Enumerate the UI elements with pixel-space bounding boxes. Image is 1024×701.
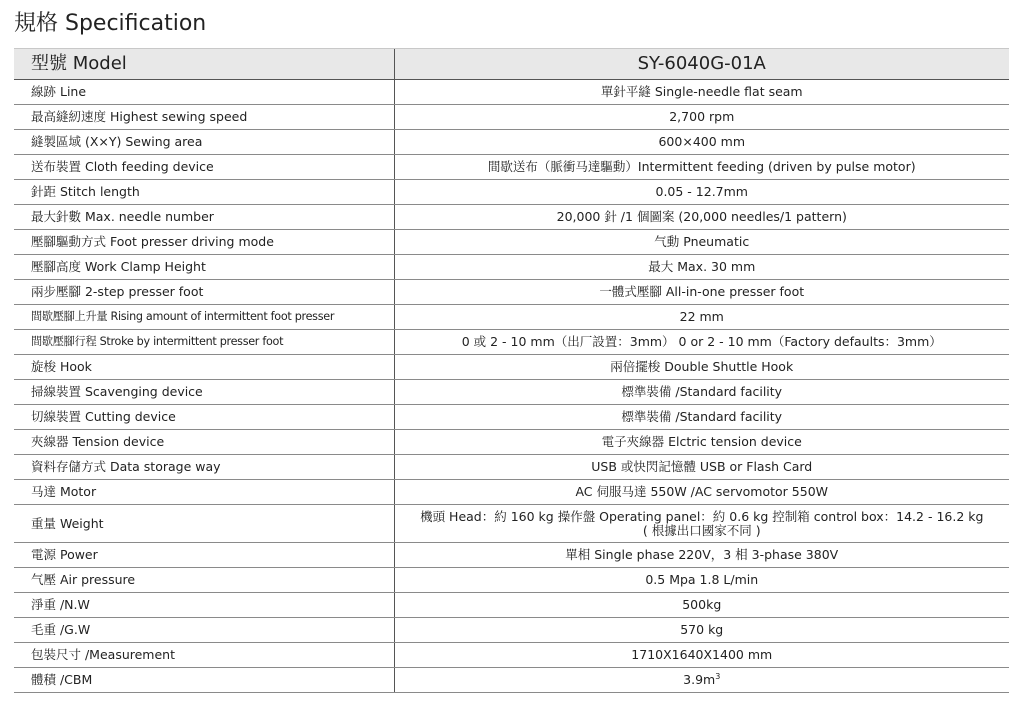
- table-row: [14, 430, 1009, 455]
- row-label: 針距 Stitch length: [14, 180, 394, 205]
- row-label: 電源 Power: [14, 543, 394, 568]
- row-value: 600×400 mm: [394, 130, 1009, 155]
- row-label: 掃線裝置 Scavenging device: [14, 380, 394, 405]
- row-label: 縫製區域 (X×Y) Sewing area: [14, 130, 394, 155]
- row-value: 气動 Pneumatic: [394, 230, 1009, 255]
- row-label: 線跡 Line: [14, 80, 394, 105]
- table-row: [14, 80, 1009, 105]
- row-value: 22 mm: [394, 305, 1009, 330]
- row-value: 兩倍擺梭 Double Shuttle Hook: [394, 355, 1009, 380]
- table-row: [14, 355, 1009, 380]
- page-title: 規格 Specification: [14, 11, 207, 36]
- row-label: 體積 /CBM: [14, 668, 394, 693]
- table-row: [14, 180, 1009, 205]
- header-label: 型號 Model: [14, 49, 394, 80]
- table-row: [14, 543, 1009, 568]
- row-value: 電子夾線器 Elctric tension device: [394, 430, 1009, 455]
- row-label: 毛重 /G.W: [14, 618, 394, 643]
- row-value: 0 或 2 - 10 mm（出厂設置：3mm） 0 or 2 - 10 mm（Factory defaults：3mm）: [394, 330, 1009, 355]
- row-label: 淨重 /N.W: [14, 593, 394, 618]
- row-value: AC 伺服马達 550W /AC servomotor 550W: [394, 480, 1009, 505]
- row-value: [394, 505, 1009, 543]
- row-value: 0.5 Mpa 1.8 L/min: [394, 568, 1009, 593]
- weight-note-line: ( 根據出口國家不同 ): [642, 522, 761, 538]
- table-row: [14, 130, 1009, 155]
- table-row: [14, 255, 1009, 280]
- row-value: [394, 668, 1009, 693]
- row-label: 資料存儲方式 Data storage way: [14, 455, 394, 480]
- row-value: 單針平縫 Single-needle flat seam: [394, 80, 1009, 105]
- row-label: 兩步壓腳 2-step presser foot: [14, 280, 394, 305]
- row-value: 0.05 - 12.7mm: [394, 180, 1009, 205]
- table-row: [14, 105, 1009, 130]
- row-value: USB 或快閃記憶體 USB or Flash Card: [394, 455, 1009, 480]
- row-value: 標準裝備 /Standard facility: [394, 380, 1009, 405]
- table-row: [14, 205, 1009, 230]
- weight-value-line: 機頭 Head：約 160 kg 操作盤 Operating panel：約 0.6 kg 控制箱 control box：14.2 - 16.2 kg: [420, 508, 984, 524]
- row-label: 最大針數 Max. needle number: [14, 205, 394, 230]
- row-value: 500kg: [394, 593, 1009, 618]
- row-label: 送布裝置 Cloth feeding device: [14, 155, 394, 180]
- row-label: 旋梭 Hook: [14, 355, 394, 380]
- table-row: [14, 618, 1009, 643]
- row-label: 夾線器 Tension device: [14, 430, 394, 455]
- row-value: 20,000 針 /1 個圖案 (20,000 needles/1 pattern): [394, 205, 1009, 230]
- row-label: 壓腳高度 Work Clamp Height: [14, 255, 394, 280]
- row-label: 气壓 Air pressure: [14, 568, 394, 593]
- table-row: [14, 668, 1009, 693]
- spec-table: [14, 48, 1009, 693]
- row-label: 間歇壓腳行程 Stroke by intermittent presser foot: [14, 330, 394, 355]
- table-row: [14, 643, 1009, 668]
- row-value: 1710X1640X1400 mm: [394, 643, 1009, 668]
- row-value: 570 kg: [394, 618, 1009, 643]
- table-header-row: [14, 49, 1009, 80]
- row-value: 最大 Max. 30 mm: [394, 255, 1009, 280]
- table-row: [14, 405, 1009, 430]
- row-value: 標準裝備 /Standard facility: [394, 405, 1009, 430]
- table-row: [14, 155, 1009, 180]
- cbm-superscript: 3: [715, 671, 721, 681]
- row-label: 重量 Weight: [14, 505, 394, 543]
- row-label: 切線裝置 Cutting device: [14, 405, 394, 430]
- table-row: [14, 480, 1009, 505]
- cbm-value: 3.9m: [683, 672, 716, 687]
- table-row: [14, 568, 1009, 593]
- row-label: 包裝尺寸 /Measurement: [14, 643, 394, 668]
- row-value: 2,700 rpm: [394, 105, 1009, 130]
- table-row: [14, 593, 1009, 618]
- row-value: 單相 Single phase 220V，3 相 3-phase 380V: [394, 543, 1009, 568]
- table-row: [14, 305, 1009, 330]
- table-row: [14, 280, 1009, 305]
- model-value: SY-6040G-01A: [394, 49, 1009, 80]
- table-row: [14, 330, 1009, 355]
- row-label: 間歇壓腳上升量 Rising amount of intermittent foot presser: [14, 305, 394, 330]
- row-label: 最高縫紉速度 Highest sewing speed: [14, 105, 394, 130]
- row-label: 马達 Motor: [14, 480, 394, 505]
- row-label: 壓腳驅動方式 Foot presser driving mode: [14, 230, 394, 255]
- table-row: [14, 230, 1009, 255]
- row-value: 一體式壓腳 All-in-one presser foot: [394, 280, 1009, 305]
- table-row: [14, 505, 1009, 543]
- row-value: 間歇送布（脈衝马達驅動）Intermittent feeding (driven by pulse motor): [394, 155, 1009, 180]
- table-row: [14, 455, 1009, 480]
- table-row: [14, 380, 1009, 405]
